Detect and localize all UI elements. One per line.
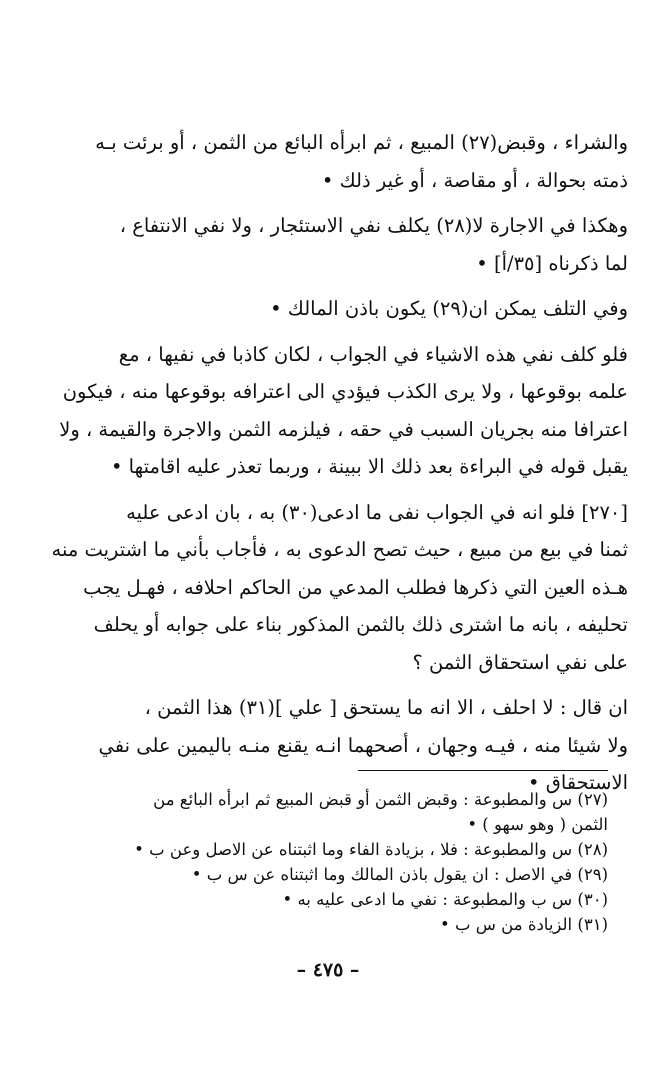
text-line: وفي التلف يمكن ان(٢٩) يكون باذن المالك • <box>270 297 628 320</box>
paragraph <box>28 290 628 328</box>
text-line: لما ذكرناه [٣٥/أ] • <box>476 251 628 275</box>
footnote-divider <box>358 770 608 771</box>
paragraph <box>28 124 628 199</box>
footnote-line: (٢٩) في الاصل : ان يقول باذن المالك وما اثبتناه عن س ب • <box>191 865 608 884</box>
text-line: يقبل قوله في البراءة بعد ذلك الا ببينة ، وربما تعذر عليه اقامتها • <box>110 455 628 478</box>
footnote-line: (٣٠) س ب والمطبوعة : نفي ما ادعى عليه به • <box>282 890 608 909</box>
text-line: تحليفه ، بانه ما اشترى ذلك بالثمن المذكور بناء على جوابه أو يحلف <box>93 613 628 636</box>
footnote-line: (٣١) الزيادة من س ب • <box>440 915 608 934</box>
text-line: هـذه العين التي ذكرها فطلب المدعي من الحاكم احلافه ، فهـل يجب <box>83 575 628 599</box>
paragraph <box>28 336 628 486</box>
text-line: علمه بوقوعها ، ولا يرى الكذب فيؤدي الى اعترافه بوقوعها منه ، فيكون <box>62 380 628 403</box>
text-line: فلو كلف نفي هذه الاشياء في الجواب ، لكان كاذبا في نفيها ، مع <box>118 342 628 366</box>
text-line: على نفي استحقاق الثمن ؟ <box>412 650 628 674</box>
text-line: اعترافا منه بجريان السبب في حقه ، فيلزمه الثمن والاجرة والقيمة ، ولا <box>59 417 628 441</box>
main-text <box>28 124 628 802</box>
text-line: [٢٧٠] فلو انه في الجواب نفى ما ادعى(٣٠) به ، بان ادعى عليه <box>126 500 628 524</box>
footnote-line: الثمن ( وهو سهو ) • <box>467 815 608 834</box>
paragraph <box>28 494 628 682</box>
footnotes <box>48 770 608 937</box>
footnote-line: (٢٧) س والمطبوعة : وقبض الثمن أو قبض المبيع ثم ابرأه البائع من <box>153 790 608 809</box>
text-line: وهكذا في الاجارة لا(٢٨) يكلف نفي الاستئجار ، ولا نفي الانتفاع ، <box>119 214 628 237</box>
text-line: ان قال : لا احلف ، الا انه ما يستحق [ علي ](٣١) هذا الثمن ، <box>144 696 628 719</box>
paragraph <box>28 207 628 282</box>
text-line: الاستحقاق • <box>528 771 628 794</box>
text-line: ولا شيئا منه ، فيـه وجهان ، أصحهما انـه يقنع منـه باليمين على نفي <box>98 733 628 757</box>
text-line: ثمنا في بيع من مبيع ، حيث تصح الدعوى به ، فأجاب بأني ما اشتريت منه <box>51 538 628 561</box>
text-line: ذمته بحوالة ، أو مقاصة ، أو غير ذلك • <box>321 168 628 192</box>
page-number: – ٤٧٥ – <box>296 959 360 981</box>
footnote-line: (٢٨) س والمطبوعة : فلا ، بزيادة الفاء وما اثبتناه عن الاصل وعن ب • <box>134 840 608 859</box>
text-line: والشراء ، وقبض(٢٧) المبيع ، ثم ابرأه البائع من الثمن ، أو برئت بـه <box>95 131 628 154</box>
